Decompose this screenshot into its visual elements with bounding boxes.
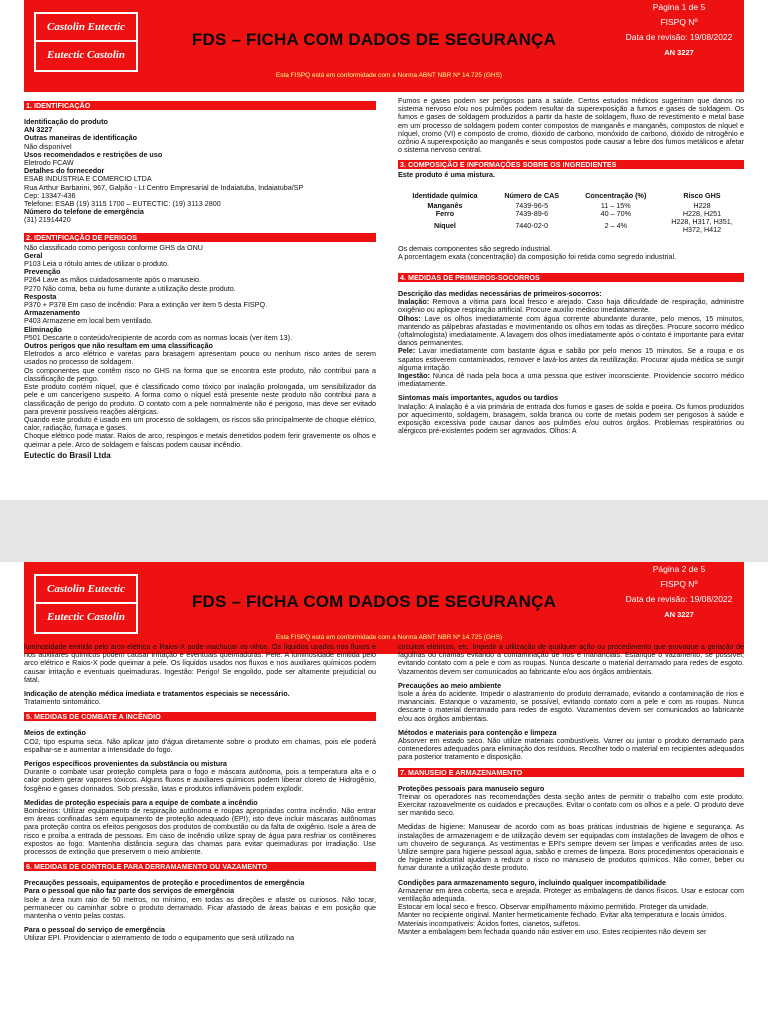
text-line: ESAB INDUSTRIA E COMERCIO LTDA	[24, 174, 152, 184]
text-line: Outros perigos que não resultam em uma classificação	[24, 341, 213, 351]
conformity-note: Esta FISPQ está em conformidade com a Norma ABNT NBR Nº 14.725 (GHS)	[275, 634, 503, 641]
section-3-subtitle: Este produto é uma mistura.	[398, 170, 496, 180]
section-1-body	[24, 118, 376, 225]
storage-line: Materiais incompatíveis: Ácidos fortes, cianetos, sulfetos.	[398, 918, 581, 928]
page2-right-column	[398, 643, 744, 936]
text-line: Não classificado como perigoso conforme GHS da ONU	[24, 242, 203, 252]
page1-right-column	[398, 97, 744, 436]
text-line: Este produto contém níquel, que é classificado como tóxico por inalação prolongada, um sensibilizador da pele e um cancerígeno suspeito. A forma como o níquel está presente neste produto não contribui para a classificação de perigo do produto. O contato com a pele normalmente não é perigoso, mas deve ser evitado para prevenir possíveis reações alérgicas.	[24, 382, 376, 416]
first-aid-route: Inalação:	[398, 297, 430, 307]
text-line: Armazenamento	[24, 308, 80, 318]
table-cell: Níquel	[433, 221, 456, 231]
table-cell: 40 – 70%	[600, 209, 631, 219]
table-cell: 11 – 15%	[600, 200, 631, 210]
first-aid-instruction: Remova a vítima para local fresco e arejado. Caso haja dificuldade de respiração, administre oxigênio ou aplique respiração artificial. Procure auxílio médico imediatamente.	[398, 297, 744, 315]
ingredients-table	[398, 192, 744, 235]
text-line: Detalhes do fornecedor	[24, 166, 105, 176]
text-line: Choque elétrico pode matar. Raios de arco, respingos e metais derretidos podem ferir gravemente os olhos e queimar a pele. Arco de soldagem e faíscas podem causar incêndio.	[24, 431, 376, 449]
containment-heading: Métodos e materiais para contenção e limpeza	[398, 727, 557, 737]
document-title: FDS – FICHA COM DADOS DE SEGURANÇA	[191, 30, 557, 49]
header-meta	[624, 0, 734, 60]
first-aid-items	[398, 298, 744, 388]
table-cell: 2 – 4%	[604, 221, 627, 231]
first-aid-route: Pele:	[398, 346, 416, 356]
table-row	[398, 218, 744, 234]
column-header: Risco GHS	[683, 190, 721, 200]
personal-precautions-heading: Precauções pessoais, equipamentos de proteção e procedimentos de emergência	[24, 878, 305, 888]
storage-line: Manter a embalagem bem fechada quando não estiver em uso. Estes recipientes não devem ser	[398, 926, 707, 936]
storage-heading: Condições para armazenamento seguro, incluindo qualquer incompatibilidade	[398, 877, 666, 887]
revision-date: Data de revisão: 19/08/2022	[625, 594, 733, 604]
logo-line-1: Castolin Eutectic	[47, 583, 125, 595]
column-header: Concentração (%)	[585, 190, 647, 200]
text-line: Eletrodo FCAW	[24, 158, 74, 168]
extinction-heading: Meios de extinção	[24, 728, 86, 738]
fispq-number: FISPQ Nº	[660, 17, 698, 27]
section-7-header: 7. MANUSEIO E ARMAZENAMENTO	[398, 768, 744, 777]
text-line: P270 Não coma, beba ou fume durante a utilização deste produto.	[24, 283, 236, 293]
column-header: Número de CAS	[504, 190, 560, 200]
symptoms-continued: luminosidade emitida pelo arco elétrico e Raios-X pode machucar os olhos. Os líquidos usados nos fluxos e nos auxiliares químicos podem causar irritação e eventuais queimaduras. Pele: A luminosidade emitida pelo arco elétrico e Raios-X pode queimar a pele. Os líquidos usados nos fluxos e nos auxiliares químicos podem causar irritação e eventuais queimaduras. Ingestão: Perigo! Se engolido, pode ser altamente prejudicial ou fatal.	[24, 642, 376, 684]
section-6-header: 6. MEDIDAS DE CONTROLE PARA DERRAMAMENTO OU VAZAMENTO	[24, 862, 376, 871]
medical-attention-heading: Indicação de atenção médica imediata e tratamentos especiais se necessário.	[24, 689, 290, 699]
text-line: Eliminação	[24, 324, 62, 334]
text-line: P501 Descarte o conteúdo/recipiente de acordo com as normas locais (ver item 13).	[24, 332, 293, 342]
page-header-banner	[24, 562, 744, 654]
medical-attention-text: Tratamento sintomático.	[24, 697, 101, 707]
document-title: FDS – FICHA COM DADOS DE SEGURANÇA	[191, 592, 557, 611]
logo-line-2: Eutectic Castolin	[47, 49, 125, 61]
page2-left-column	[24, 643, 376, 943]
emergency-staff-heading: Para o pessoal do serviço de emergência	[24, 925, 166, 935]
page1-left-column	[24, 97, 376, 460]
extinction-text: CO2, tipo espuma seca. Não aplicar jato d'água diretamente sobre o produto em chamas, pois ele poderá espalhar-se e aumentar a intensidade do fogo.	[24, 736, 376, 754]
text-line: (31) 21914420	[24, 215, 71, 225]
section-2-body	[24, 244, 376, 449]
firefighter-text: Bombeiros: Utilizar equipamento de respiração autônoma e roupas apropriadas contra incêndio. Não entrar em áreas confinadas sem equipamento de proteção adequado (EPI); isto deve incluir máscaras autônomas para proteção contra os efeitos perigosos dos produtos de combustão ou da falta de oxigênio. Isole a área de risco e proíba a entrada de pessoas. Em caso de incêndio utilize spray de água para resfriar os contêineres expostos ao fogo. Mantenha distância segura das chamas para evitar queimaduras por irradiação. Use processos de extinção que preservem o meio ambiente.	[24, 806, 376, 857]
product-code: AN 3227	[664, 610, 694, 619]
symptoms-heading: Sintomas mais importantes, agudos ou tardios	[398, 393, 559, 403]
text-line: Quando este produto é usado em um processo de soldagem, os riscos são principalmente de choque elétrico, calor, radiação, fumaça e gases.	[24, 414, 376, 433]
first-aid-instruction: Lavar imediatamente com bastante água e sabão por pelo menos 15 minutos. Se a roupa e os sapatos estiverem contaminados, remover e lavá-los antes da reutilização. Procurar ajuda médica se surgir alguma irritação.	[398, 346, 744, 372]
table-cell: H228, H251	[682, 209, 722, 219]
document-page-2	[24, 562, 744, 1024]
hygiene-text: Medidas de higiene: Manusear de acordo com as boas práticas industriais de higiene e segurança. As instalações de armazenagem e de utilização devem ser equipadas com instalações de lavagem de olhos e um chuveiro de segurança. As vestimentas e EPI's sempre devem ser limpas e verificadas antes de uso. Utilize sempre para higiene pessoal água, sabão e cremes de limpeza. Bons procedimentos operacionais e de higiene industrial ajudam a reduzir o risco no manuseio de produtos químicos. Não comer, beber ou fumar durante a utilização deste produto.	[398, 822, 744, 873]
table-cell: Ferro	[435, 209, 455, 219]
text-line: P370 + P378 Em caso de incêndio: Para a extinção ver item 5 desta FISPQ.	[24, 300, 268, 310]
first-aid-route: Olhos:	[398, 313, 421, 323]
storage-line: Estocar em local seco e fresco. Observar empilhamento máximo permitido. Proteger da umidade.	[398, 902, 709, 912]
page-header-banner	[24, 0, 744, 92]
castolin-eutectic-logo	[34, 12, 138, 72]
firefighter-heading: Medidas de proteção especiais para a equipe de combate a incêndio	[24, 797, 258, 807]
first-aid-route: Ingestão:	[398, 371, 430, 381]
safe-handling-text: Treinar os operadores nas recomendações desta seção antes de permitir o trabalho com este produto. Exercitar razoavelmente os cuidados e precauções. Evitar o contato com os olhos e a pele. O produto deve ser mantido seco.	[398, 791, 744, 818]
text-line: Resposta	[24, 291, 57, 301]
first-aid-item	[398, 315, 744, 348]
header-meta	[624, 562, 734, 622]
column-header: Identidade química	[412, 190, 478, 200]
symptoms-text: Inalação: A inalação é a via primária de entrada dos fumos e gases de solda e poeira. Os fumos produzidos por aquecimento, soldagem, brasagem, solda branca ou corte de metais podem ser perigosos à saúde e exposição excessiva pode causar danos aos pulmões e/ou outros órgãos. Problemas respiratórios ou alérgicos pré-existentes podem ser agravados. Olhos: A	[398, 401, 744, 436]
section-1-header: 1. IDENTIFICAÇÃO	[24, 101, 376, 110]
text-line: Identificação do produto	[24, 117, 108, 126]
section-4-header: 4. MEDIDAS DE PRIMEIROS-SOCORROS	[398, 273, 744, 282]
table-cell: H228, H317, H351, H372, H412	[671, 217, 733, 235]
table-cell: H228	[693, 200, 711, 210]
page-number: Página 2 de 5	[652, 564, 706, 574]
table-cell: 7439-89-6	[515, 209, 549, 219]
emergency-staff-text: Utilizar EPI. Providenciar o aterramento de todo o equipamento que será utilizado na	[24, 933, 295, 943]
table-cell: 7439-96-5	[515, 200, 549, 210]
castolin-eutectic-logo	[34, 574, 138, 634]
first-aid-instruction: Lave os olhos imediatamente com água corrente abundante durante, pelo menos, 15 minutos, mantendo as pálpebras afastadas e movimentando os olhos em todas as direções. Procure socorro médico (oftalmologista) imediatamente. A lavagem dos olhos imediatamente após o contato é importante para evitar danos permanentes.	[398, 313, 744, 348]
fumes-paragraph: Fumos e gases podem ser perigosos para a saúde. Certos estudos médicos sugeriram que danos no sistema nervoso e/ou nos pulmões podem resultar da superexposição a fumos e gases de soldagem. Os fumos e gases de soldagem produzidos a partir da haste de soldagem, fluxo de revestimento e metal base em um processo de soldagem podem conter compostos de manganês e manganês, compostos de níquel e níquel, cromo (VI) e composto de cromo, dióxido de carbono, monóxido de carbono, dióxido de nitrogênio e ozônio A superexposição ao manganês e seus compostos pode causar a febre dos fumos metálicos e afetar o sistema nervoso central.	[398, 96, 744, 155]
specific-hazards-text: Durante o combate usar proteção completa para o fogo e máscara autônoma, pois a temperatura alta e o calor podem gerar vapores tóxicos. Alguns fluxos e auxiliares químicos podem liberar cloreto de Hidrogênio, fosgênio e gases clorinados. Sob pressão, latas e produtos inflamáveis podem explodir.	[24, 767, 376, 793]
table-cell: 7440-02-0	[515, 221, 549, 231]
storage-body	[398, 887, 744, 936]
text-line: Não disponível	[24, 141, 72, 151]
text-line: Geral	[24, 250, 43, 260]
first-aid-item	[398, 298, 744, 314]
text-line: Rua Arthur Barbarini, 967, Galpão - Lt Centro Empresarial de Indaiatuba, Indaiatuba/SP	[24, 182, 304, 192]
text-line: P103 Leia o rótulo antes de utilizar o produto.	[24, 259, 170, 269]
text-line: Outras maneiras de identificação	[24, 133, 138, 143]
text-line: Eletrodos a arco elétrico e varetas para brasagem apresentam pouco ou nenhum risco antes de serem usados no processo de soldagem.	[24, 349, 376, 367]
conformity-note: Esta FISPQ está em conformidade com a Norma ABNT NBR Nº 14.725 (GHS)	[275, 72, 503, 79]
text-line: Os componentes que contêm risco no GHS na forma que se encontra este produto, não contribui para a classificação de perigo.	[24, 365, 376, 383]
storage-line: Manter no recipiente original. Manter hermeticamente fechado. Evitar alta temperatura e locais úmidos.	[398, 910, 727, 920]
text-line: Cep: 13347-436	[24, 190, 76, 200]
company-footer: Eutectic do Brasil Ltda	[24, 450, 111, 460]
text-line: Telefone: ESAB (19) 3115 1700 – EUTECTIC: (19) 3113 2800	[24, 199, 221, 209]
section-5-header: 5. MEDIDAS DE COMBATE A INCÊNDIO	[24, 712, 376, 721]
first-aid-heading: Descrição das medidas necessárias de primeiros-socorros:	[398, 289, 602, 299]
text-line: Número do telefone de emergência	[24, 207, 144, 217]
specific-hazards-heading: Perigos específicos provenientes da substância ou mistura	[24, 759, 227, 769]
containment-text: Absorver em estado seco. Não utilize materiais combustíveis. Varrer ou juntar o produto derramado para contenedores adequados para eliminação dos resíduos. Recolher todo o material em recipientes adequados para posterior tratamento e disposição.	[398, 736, 744, 762]
logo-line-1: Castolin Eutectic	[47, 21, 125, 33]
text-line: Prevenção	[24, 267, 61, 277]
environment-heading: Precauções ao meio ambiente	[398, 680, 502, 690]
first-aid-item	[398, 372, 744, 388]
first-aid-item	[398, 347, 744, 372]
page-number: Página 1 de 5	[652, 2, 706, 12]
table-cell: Manganês	[427, 200, 463, 210]
text-line: P403 Armazene em local bem ventilado.	[24, 316, 153, 326]
first-aid-instruction: Nunca dê nada pela boca a uma pessoa que estiver inconsciente. Providencie socorro médico imediatamente.	[398, 371, 744, 389]
logo-line-2: Eutectic Castolin	[47, 611, 125, 623]
text-line: Usos recomendados e restrições de uso	[24, 149, 163, 159]
fispq-number: FISPQ Nº	[660, 579, 698, 589]
composition-note-2: A porcentagem exata (concentração) da composição foi retida como segredo industrial.	[398, 251, 677, 261]
spill-continued: circuitos elétricos, etc. Impedir a utilização de qualquer ação ou procedimento que provoque a geração de fagulhas ou chamas evitando a contaminação de rios e mananciais. Estanque o vazamento, se possível, evitando contato com a pele e com as roupas. Nunca descarte o material derramado para redes de esgoto. Vazamentos devem ser comunicados ao fabricante e/ou aos órgãos ambientais.	[398, 642, 744, 676]
non-emergency-heading: Para o pessoal que não faz parte dos serviços de emergência	[24, 886, 235, 896]
non-emergency-text: Isole a área num raio de 50 metros, no mínimo, em todas as direções e afaste os curiosos. Não tocar, permanecer ou caminhar sobre o produto derramado. Ficar afastado de áreas baixas e em posição que mantenha o vento pelas costas.	[24, 894, 376, 921]
revision-date: Data de revisão: 19/08/2022	[625, 32, 733, 42]
product-code: AN 3227	[664, 48, 694, 57]
page-separator	[0, 500, 768, 562]
text-line: AN 3227	[24, 125, 53, 135]
document-page-1	[24, 0, 744, 500]
storage-line: Armazenar em área coberta, seca e arejada. Proteger as embalagens de danos físicos. Usar e estocar com ventilação adequada.	[398, 885, 744, 904]
environment-text: Isole a área do acidente. Impedir o alastramento do produto derramado, evitando a contaminação de rios e mananciais. Estanque o vazamento, se possível, evitando contato com a pele e com as roupas. Nunca descarte o material derramado para redes de esgoto. Vazamentos devem ser comunicados ao fabricante e/ou aos órgãos ambientais.	[398, 689, 744, 723]
safe-handling-heading: Proteções pessoais para manuseio seguro	[398, 783, 545, 793]
text-line: P264 Lave as mãos cuidadosamente após o manuseio.	[24, 275, 202, 285]
section-3-header: 3. COMPOSIÇÃO E INFORMAÇÕES SOBRE OS INGREDIENTES	[398, 160, 744, 169]
section-2-header: 2. IDENTIFICAÇÃO DE PERIGOS	[24, 233, 376, 242]
composition-note-1: Os demais componentes são segredo industrial.	[398, 243, 552, 253]
